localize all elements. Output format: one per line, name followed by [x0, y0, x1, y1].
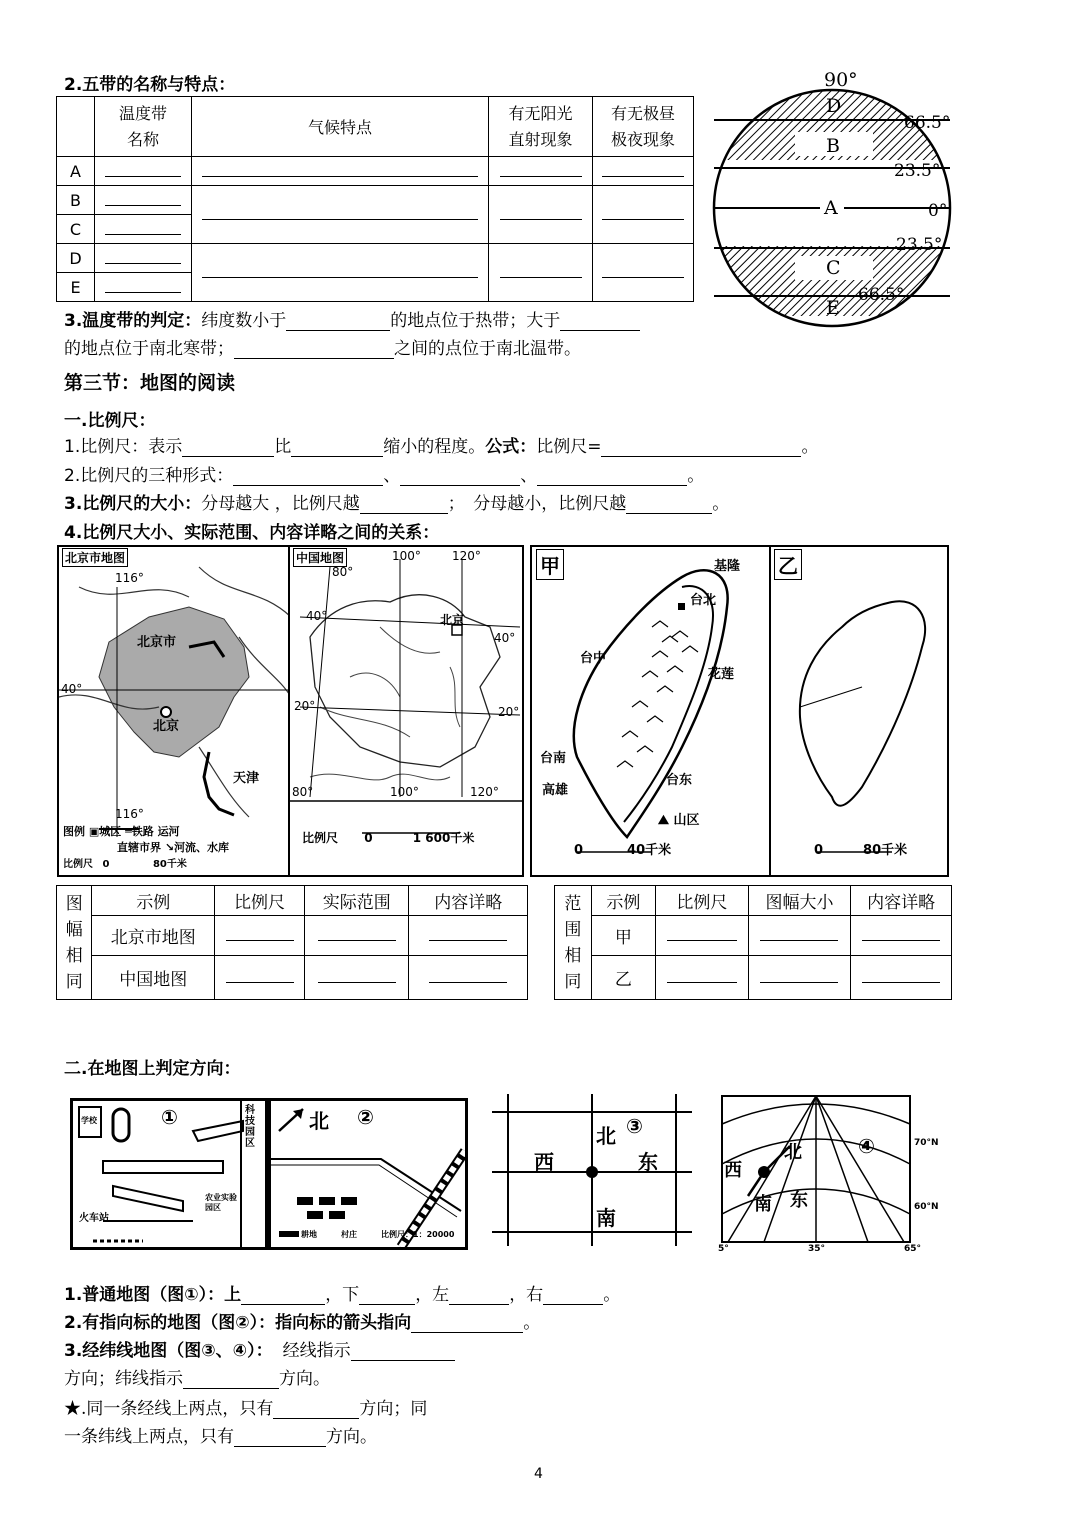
direction-map-1: [70, 1098, 268, 1250]
china-tick-40-left: 40°: [306, 609, 328, 623]
m2-number: ②: [357, 1105, 374, 1129]
blank-bj-scale[interactable]: [226, 926, 294, 941]
m4-lon-5: 5°: [718, 1244, 729, 1254]
blank-parallel[interactable]: [183, 1370, 279, 1389]
blank-form-1[interactable]: [233, 467, 383, 486]
direction-map-3: [492, 1094, 692, 1246]
same-size-side-label: 图 幅 相 同: [57, 886, 92, 1000]
china-map-title: 中国地图: [293, 548, 347, 567]
blank-arrow[interactable]: [411, 1314, 523, 1333]
m4-lon-35: 35°: [808, 1244, 826, 1254]
beijing-legend-2: 直辖市界 ↘河流、水库: [117, 841, 230, 854]
jia-scale: 0 40千米: [574, 843, 672, 858]
m3-north: 北: [596, 1124, 616, 1148]
header-climate: 气候特点: [192, 97, 489, 157]
blank-zone-e[interactable]: [105, 278, 181, 293]
beijing-map-title: 北京市地图: [62, 548, 128, 567]
blank-yi-detail[interactable]: [862, 968, 940, 983]
china-tick-80-top: 80°: [332, 565, 354, 579]
row-yi: 乙: [591, 956, 655, 1000]
blank-scale-2[interactable]: [291, 438, 383, 457]
m2-north: 北: [309, 1109, 329, 1133]
col-scale: 比例尺: [214, 886, 304, 916]
compare-same-range-table: [554, 885, 952, 1000]
blank-zone-c[interactable]: [105, 220, 181, 235]
beijing-legend: 图例 ▣城区 ═铁路 运河: [63, 825, 180, 838]
place-tainan: 台南: [540, 751, 567, 766]
compare-same-size-table: [56, 885, 528, 1000]
globe-label-c: C: [826, 257, 841, 279]
beijing-map: [57, 545, 293, 877]
blank-up[interactable]: [241, 1286, 325, 1305]
m3-west: 西: [534, 1150, 554, 1174]
col-range: 实际范围: [305, 886, 409, 916]
m4-lat-60: 60°N: [914, 1202, 939, 1212]
blank-scale-formula[interactable]: [601, 438, 801, 457]
m4-east: 东: [790, 1190, 808, 1211]
place-taidong: 台东: [666, 773, 693, 788]
m3-number: ③: [626, 1114, 643, 1138]
blank-sun-de[interactable]: [500, 263, 582, 278]
legend-rail-icon: ═: [125, 825, 132, 838]
blank-jia-size[interactable]: [760, 926, 838, 941]
scale-line2: 2.比例尺的三种形式： 、 、 。: [64, 466, 705, 486]
same-range-side-label: 范 围 相 同: [555, 886, 592, 1000]
m1-farm: 农业实验园区: [205, 1193, 237, 1212]
m2-legend-village: 村庄: [341, 1230, 357, 1239]
blank-temperate-range[interactable]: [234, 340, 394, 359]
row-label-c: C: [57, 215, 95, 244]
china-scale: 比例尺 0 1 600千米: [302, 831, 475, 845]
m1-station: 火车站: [79, 1213, 109, 1224]
blank-polar-a[interactable]: [602, 162, 684, 177]
blank-polar-de[interactable]: [602, 263, 684, 278]
legend-city-icon: ▣: [88, 825, 100, 838]
dir-star: ★.同一条经线上两点，只有 方向；同: [64, 1399, 428, 1419]
globe-lat-2: 23.5°: [894, 161, 941, 181]
globe-lat-4: 23.5°: [896, 235, 943, 255]
china-tick-100-top: 100°: [392, 549, 421, 563]
globe-label-b: B: [826, 135, 840, 157]
blank-zone-a[interactable]: [105, 162, 181, 177]
row-china-map: 中国地图: [92, 956, 215, 1000]
blank-zone-d[interactable]: [105, 249, 181, 264]
blank-climate-de[interactable]: [202, 263, 478, 278]
globe-label-e: E: [826, 297, 840, 319]
dir-q2: 2.有指向标的地图（图②）：指向标的箭头指向 。: [64, 1313, 541, 1333]
beijing-scale: 比例尺 0 80千米: [63, 859, 187, 870]
scale-line3: 3.比例尺的大小：分母越大 ，比例尺越 ； 分母越小，比例尺越 。: [64, 494, 730, 514]
blank-meridian[interactable]: [351, 1342, 455, 1361]
china-city-beijing: 北京: [440, 613, 465, 627]
col-size-r: 图幅大小: [748, 886, 851, 916]
row-label-d: D: [57, 244, 95, 273]
scale-heading: 一.比例尺：: [64, 411, 156, 431]
china-tick-40-right: 40°: [494, 631, 516, 645]
five-zones-globe: [700, 60, 970, 330]
legend-river-icon: ↘: [164, 841, 175, 854]
m2-scale: 比例尺：1：20000: [381, 1230, 455, 1239]
blank-cn-detail[interactable]: [429, 968, 507, 983]
m4-south: 南: [754, 1194, 772, 1215]
direction-map-4: [718, 1094, 942, 1256]
blank-climate-a[interactable]: [202, 162, 478, 177]
blank-zone-b[interactable]: [105, 191, 181, 206]
blank-yi-size[interactable]: [760, 968, 838, 983]
blank-left[interactable]: [449, 1286, 509, 1305]
col-example-r: 示例: [591, 886, 655, 916]
place-taizhong: 台中: [580, 651, 607, 666]
beijing-lon-bottom: 116°: [115, 807, 144, 821]
china-tick-100-bottom: 100°: [390, 785, 419, 799]
blank-cn-scale[interactable]: [226, 968, 294, 983]
globe-lat-5: 66.5°: [858, 285, 905, 305]
dir-star-2: 一条纬线上两点，只有 方向。: [64, 1427, 377, 1447]
m3-east: 东: [638, 1150, 658, 1174]
blank-scale-small[interactable]: [360, 495, 448, 514]
city-tianjin: 天津: [233, 771, 260, 786]
blank-sun-a[interactable]: [500, 162, 582, 177]
m4-west: 西: [724, 1160, 742, 1181]
dir-q3b: 方向；纬线指示 方向。: [64, 1369, 330, 1389]
blank-yi-scale[interactable]: [667, 968, 737, 983]
row-label-e: E: [57, 273, 95, 302]
m1-number: ①: [161, 1105, 178, 1129]
blank-right[interactable]: [543, 1286, 603, 1305]
col-detail: 内容详略: [409, 886, 528, 916]
row-label-a: A: [57, 157, 95, 186]
place-taibei: 台北: [690, 593, 717, 608]
blank-climate-bc[interactable]: [202, 205, 478, 220]
place-jilong: 基隆: [714, 559, 741, 574]
legend-mountain: ⛰ 山区: [658, 813, 700, 828]
dir-q1: 1.普通地图（图①）：上 ，下 ，左 ，右 。: [64, 1285, 621, 1305]
blank-polar-lat[interactable]: [560, 312, 640, 331]
row-label-b: B: [57, 186, 95, 215]
dir-q3: 3.经纬线地图（图③、④）： 经线指示: [64, 1336, 455, 1361]
blank-bj-range[interactable]: [318, 926, 396, 941]
blank-same-parallel[interactable]: [234, 1428, 326, 1447]
taiwan-map-jia-title: 甲: [536, 549, 564, 580]
col-scale-r: 比例尺: [656, 886, 749, 916]
yi-scale: 0 80千米: [814, 843, 908, 858]
five-zones-table: [56, 96, 694, 302]
globe-label-d: D: [826, 95, 842, 117]
col-detail-r: 内容详略: [851, 886, 952, 916]
header-polar: 有无极昼 极夜现象: [593, 97, 694, 157]
blank-scale-1[interactable]: [182, 438, 274, 457]
china-tick-20-right: 20°: [498, 705, 520, 719]
direction-map-2: [268, 1098, 468, 1250]
place-hualian: 花莲: [708, 667, 735, 682]
m1-tech-park: 科技园区: [245, 1105, 255, 1149]
header-direct-sun: 有无阳光 直射现象: [489, 97, 593, 157]
beijing-lon-top: 116°: [115, 571, 144, 585]
row-jia: 甲: [591, 916, 655, 956]
scale-line4: 4.比例尺大小、实际范围、内容详略之间的关系：: [64, 523, 440, 543]
taiwan-map-yi-title: 乙: [774, 549, 802, 580]
five-zones-title: 2.五带的名称与特点：: [64, 75, 236, 95]
taiwan-maps: [530, 545, 949, 877]
china-tick-80-bottom: 80°: [292, 785, 314, 799]
blank-jia-scale[interactable]: [667, 926, 737, 941]
blank-tropic-lat[interactable]: [286, 312, 390, 331]
blank-cn-range[interactable]: [318, 968, 396, 983]
beijing-lat: 40°: [61, 682, 83, 696]
row-beijing-map: 北京市地图: [92, 916, 215, 956]
place-gaoxiong: 高雄: [542, 783, 569, 798]
blank-scale-large[interactable]: [626, 495, 712, 514]
china-map: [288, 545, 524, 877]
blank-down[interactable]: [359, 1286, 415, 1305]
china-tick-20-left: 20°: [294, 699, 316, 713]
mountain-icon: ⛰: [658, 813, 669, 828]
blank-form-2[interactable]: [400, 467, 520, 486]
city-beijing: 北京: [153, 719, 180, 734]
section-title: 第三节：地图的阅读: [64, 372, 236, 394]
blank-same-meridian[interactable]: [273, 1400, 359, 1419]
m4-north: 北: [784, 1142, 802, 1163]
china-tick-120-top: 120°: [452, 549, 481, 563]
city-beijing-shi: 北京市: [137, 635, 177, 650]
blank-sun-bc[interactable]: [500, 205, 582, 220]
blank-form-3[interactable]: [537, 467, 687, 486]
blank-polar-bc[interactable]: [602, 205, 684, 220]
china-tick-120-bottom: 120°: [470, 785, 499, 799]
globe-top-label: 90°: [824, 69, 858, 91]
globe-lat-1: 66.5°: [904, 113, 951, 133]
scale-line1: 1.比例尺：表示 比 缩小的程度。公式：比例尺= 。: [64, 437, 819, 457]
m1-school: 学校: [81, 1116, 97, 1125]
m2-legend-farmland: 耕地: [301, 1230, 317, 1239]
m4-number: ④: [858, 1134, 875, 1158]
m4-lat-70: 70°N: [914, 1138, 939, 1148]
globe-label-a: A: [824, 197, 838, 219]
header-zone-name: 温度带 名称: [95, 97, 192, 157]
zone-judge-line1: 3.温度带的判定：纬度数小于 的地点位于热带；大于: [64, 306, 640, 331]
col-example: 示例: [92, 886, 215, 916]
m4-lon-65: 65°: [904, 1244, 922, 1254]
blank-bj-detail[interactable]: [429, 926, 507, 941]
zone-judge-line2: 的地点位于南北寒带； 之间的点位于南北温带。: [64, 339, 581, 359]
page-number: 4: [534, 1466, 543, 1482]
m3-south: 南: [596, 1206, 616, 1230]
globe-lat-3: 0°: [928, 201, 948, 221]
direction-heading: 二.在地图上判定方向：: [64, 1059, 241, 1079]
blank-jia-detail[interactable]: [862, 926, 940, 941]
